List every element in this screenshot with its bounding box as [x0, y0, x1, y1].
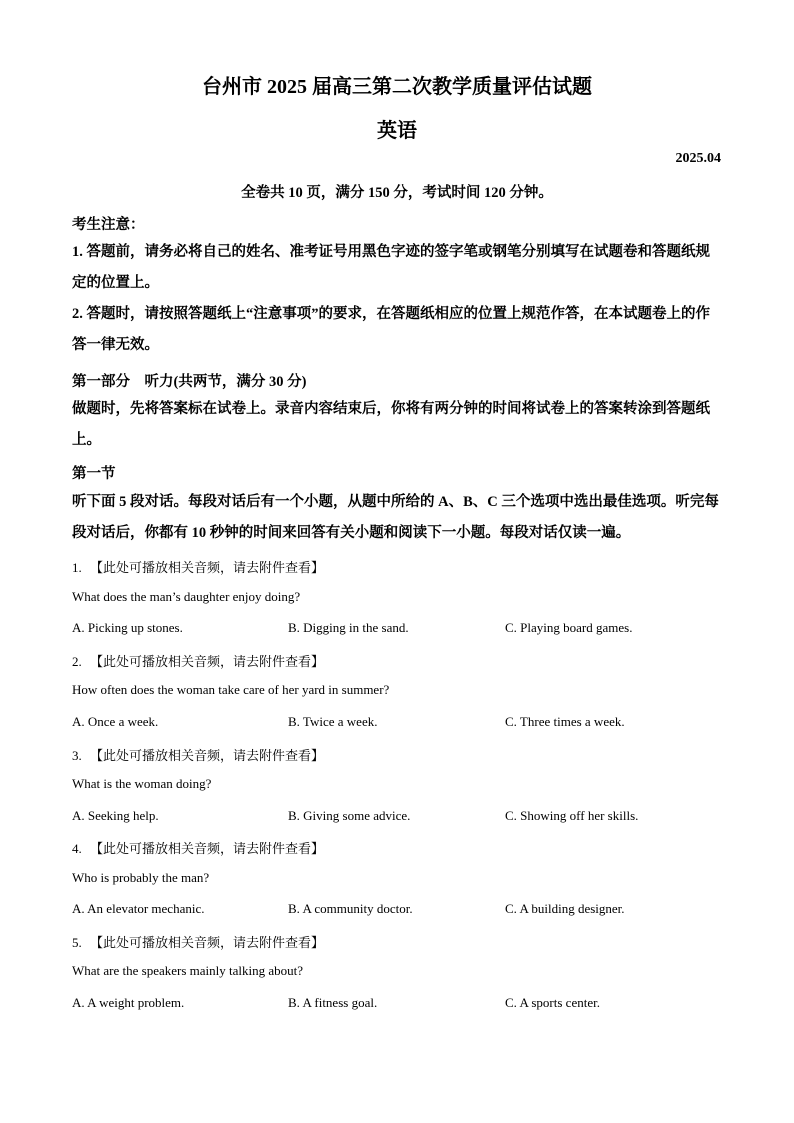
exam-title: 台州市 2025 届高三第二次教学质量评估试题	[202, 76, 592, 98]
audio-placeholder: 【此处可播放相关音频，请去附件查看】	[90, 560, 325, 575]
question-5-option-b[interactable]: B. A fitness goal.	[288, 995, 378, 1010]
audio-placeholder: 【此处可播放相关音频，请去附件查看】	[90, 654, 325, 669]
question-2-audio[interactable]	[72, 651, 324, 670]
question-4-stem: Who is probably the man?	[72, 870, 210, 885]
question-4-option-b[interactable]: B. A community doctor.	[288, 901, 413, 916]
question-number: 1.	[72, 560, 82, 575]
subject-title: 英语	[377, 120, 417, 142]
question-1-stem: What does the man’s daughter enjoy doing?	[72, 589, 301, 604]
question-3-audio[interactable]	[72, 745, 324, 764]
question-number: 3.	[72, 748, 82, 763]
part-heading: 第一部分 听力(共两节，满分 30 分)	[72, 374, 307, 390]
question-3-option-c[interactable]: C. Showing off her skills.	[505, 808, 639, 823]
question-number: 4.	[72, 841, 82, 856]
audio-placeholder: 【此处可播放相关音频，请去附件查看】	[90, 841, 325, 856]
question-2-stem: How often does the woman take care of her yard in summer?	[72, 682, 390, 697]
question-3-option-a[interactable]: A. Seeking help.	[72, 808, 159, 823]
question-5-option-c[interactable]: C. A sports center.	[505, 995, 600, 1010]
question-5-audio[interactable]	[72, 932, 324, 951]
question-2-option-a[interactable]: A. Once a week.	[72, 714, 159, 729]
question-4-audio[interactable]	[72, 838, 324, 857]
part-intro: 做题时，先将答案标在试卷上。录音内容结束后，你将有两分钟的时间将试卷上的答案转涂到答题纸上。	[72, 401, 710, 448]
question-1-option-c[interactable]: C. Playing board games.	[505, 620, 633, 635]
audio-placeholder: 【此处可播放相关音频，请去附件查看】	[90, 935, 325, 950]
notice-item-1: 1. 答题前，请务必将自己的姓名、准考证号用黑色字迹的签字笔或钢笔分别填写在试题卷和答题纸规定的位置上。	[72, 244, 710, 291]
section-directions: 听下面 5 段对话。每段对话后有一个小题，从题中所给的 A、B、C 三个选项中选出最佳选项。听完每段对话后，你都有 10 秒钟的时间来回答有关小题和阅读下一小题。每段对话仅读一遍。	[72, 494, 719, 541]
question-4-option-c[interactable]: C. A building designer.	[505, 901, 625, 916]
question-1-option-b[interactable]: B. Digging in the sand.	[288, 620, 409, 635]
audio-placeholder: 【此处可播放相关音频，请去附件查看】	[90, 748, 325, 763]
notice-heading: 考生注意：	[72, 217, 145, 233]
question-number: 5.	[72, 935, 82, 950]
question-1-audio[interactable]	[72, 557, 324, 576]
exam-summary: 全卷共 10 页，满分 150 分，考试时间 120 分钟。	[241, 185, 553, 201]
question-number: 2.	[72, 654, 82, 669]
question-3-stem: What is the woman doing?	[72, 776, 212, 791]
question-2-option-c[interactable]: C. Three times a week.	[505, 714, 625, 729]
section-heading: 第一节	[72, 466, 116, 482]
notice-item-2: 2. 答题时，请按照答题纸上“注意事项”的要求，在答题纸相应的位置上规范作答，在本试题卷上的作答一律无效。	[72, 306, 710, 353]
question-1-option-a[interactable]: A. Picking up stones.	[72, 620, 183, 635]
question-3-option-b[interactable]: B. Giving some advice.	[288, 808, 411, 823]
exam-date: 2025.04	[675, 151, 721, 166]
question-5-option-a[interactable]: A. A weight problem.	[72, 995, 185, 1010]
question-4-option-a[interactable]: A. An elevator mechanic.	[72, 901, 205, 916]
question-2-option-b[interactable]: B. Twice a week.	[288, 714, 378, 729]
question-5-stem: What are the speakers mainly talking about?	[72, 963, 304, 978]
